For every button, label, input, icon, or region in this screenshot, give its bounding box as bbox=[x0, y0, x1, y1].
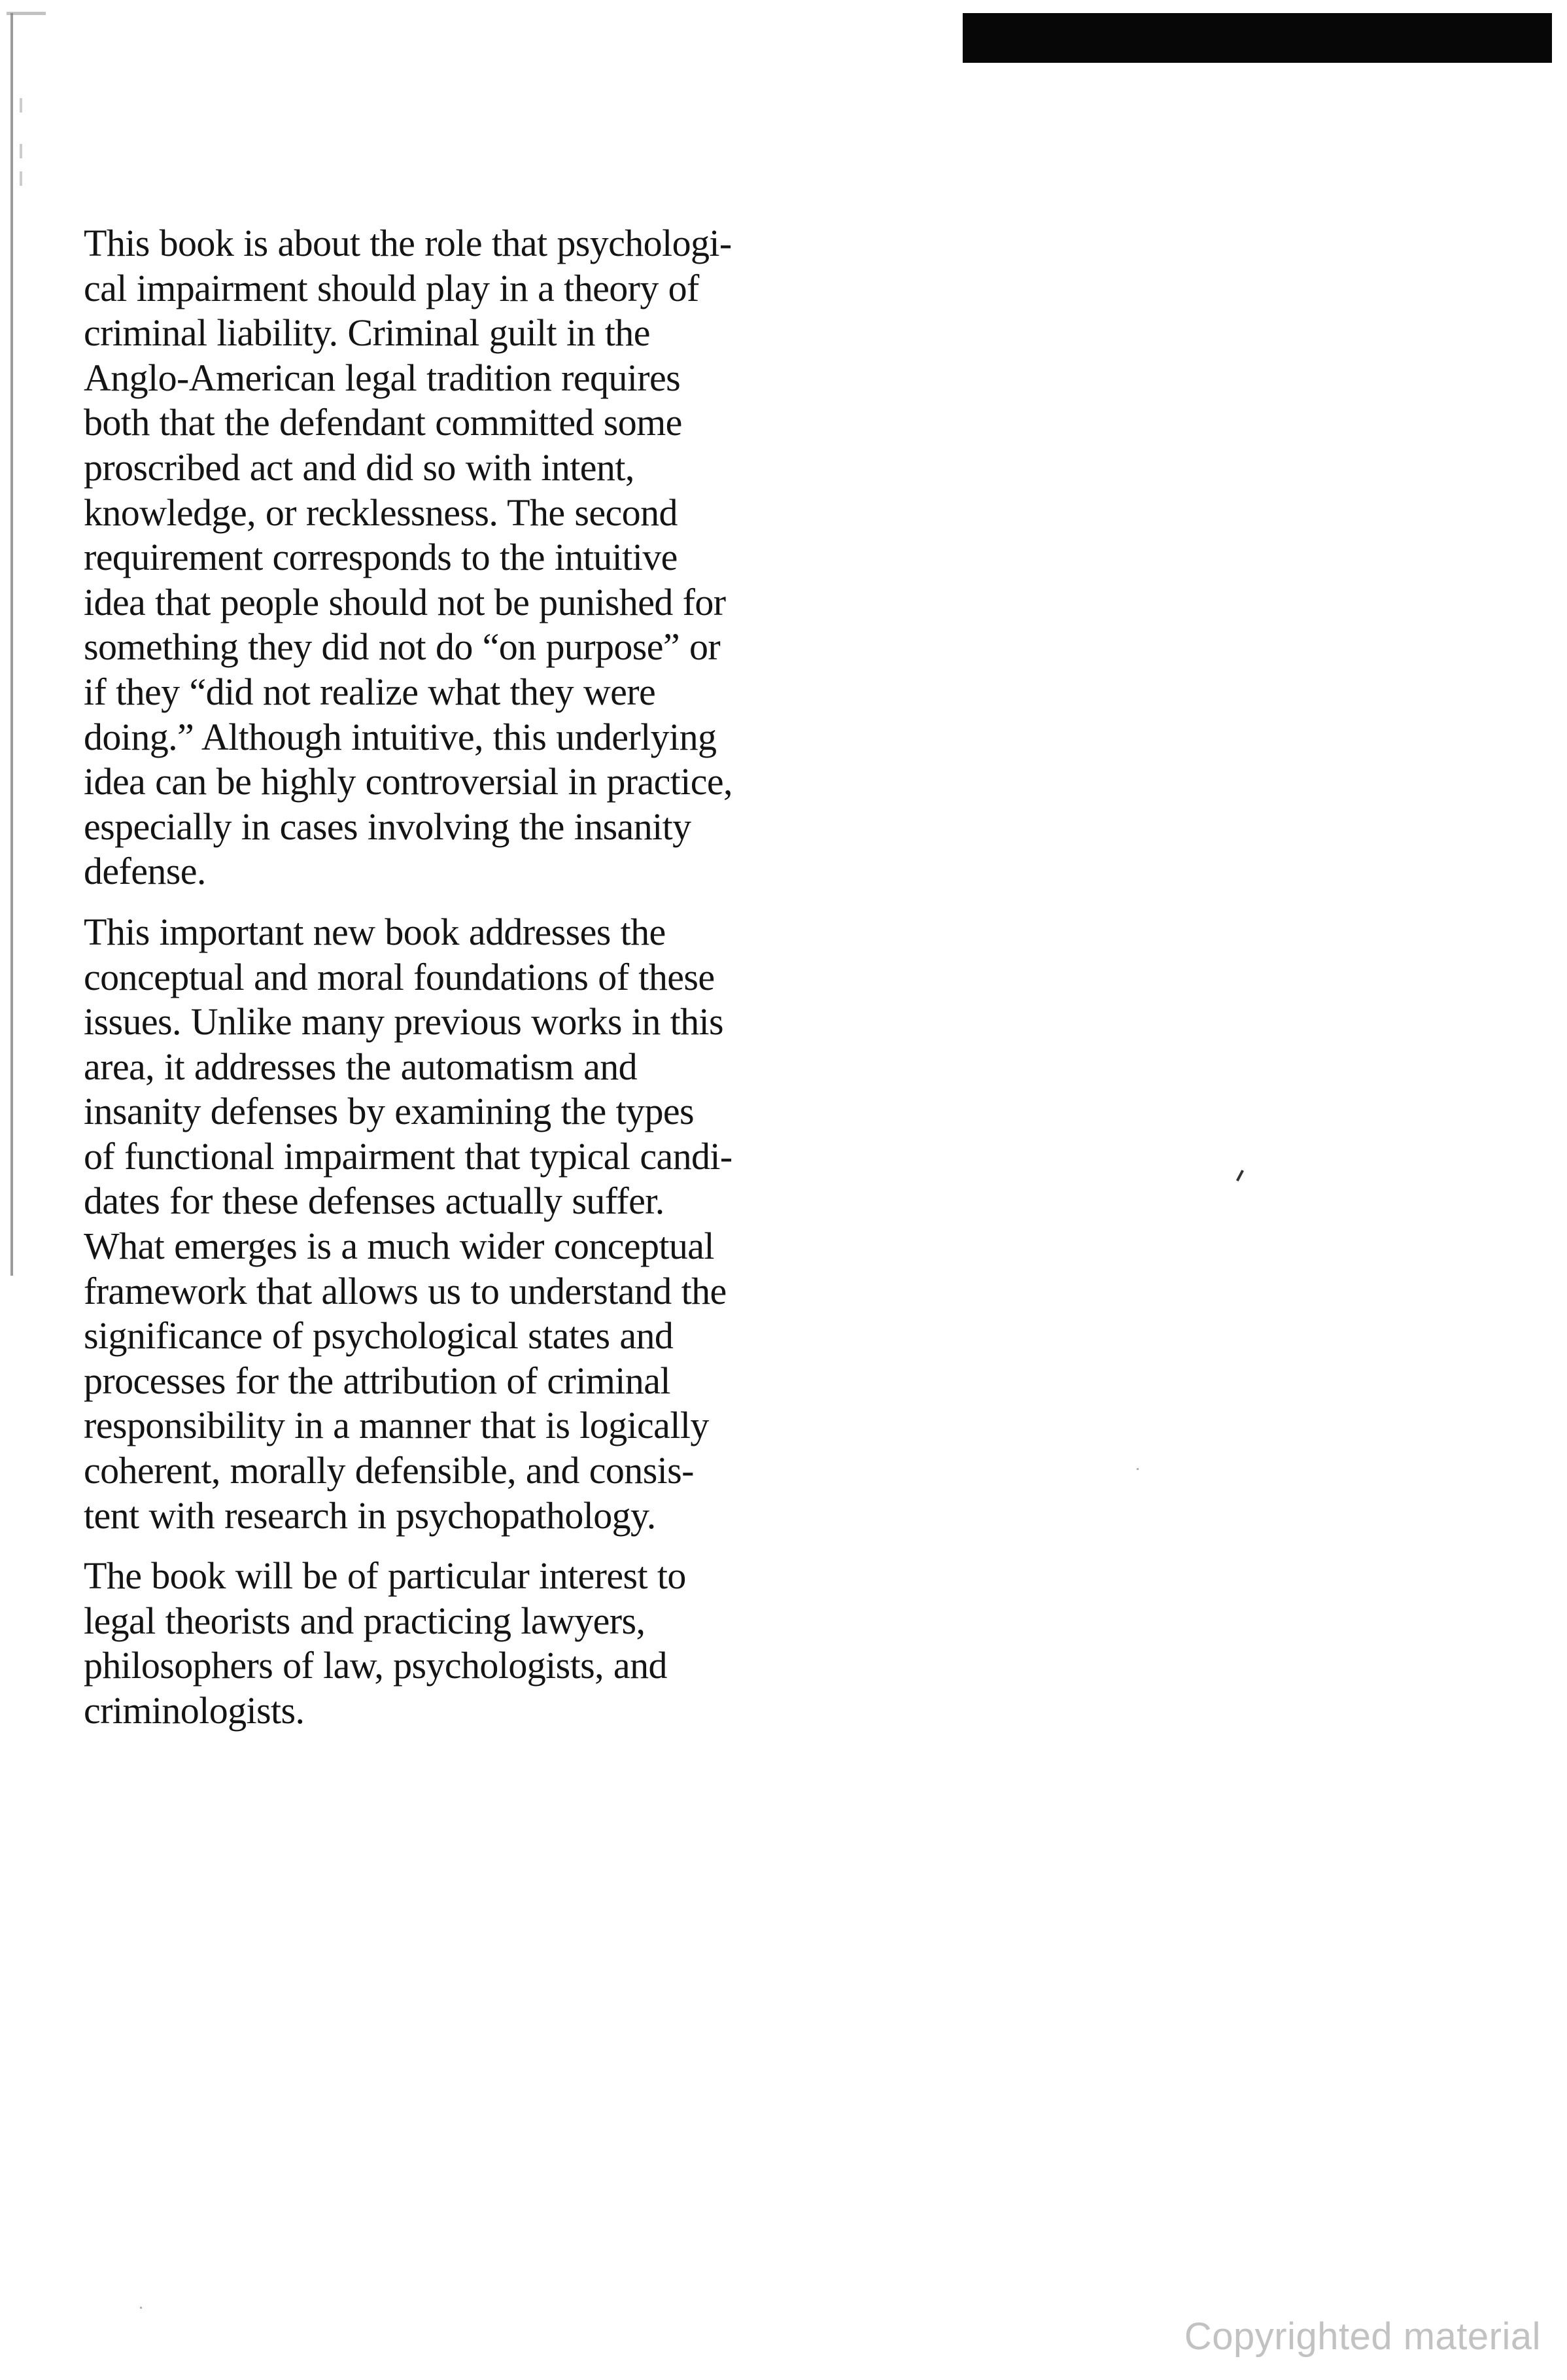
scan-tick-mark bbox=[20, 98, 22, 113]
scan-left-edge bbox=[10, 13, 13, 1276]
blurb-paragraph-1: This book is about the role that psychologi- cal impairment should play in a theory of criminal liability. Criminal guilt in the Anglo-American legal tradition requires both that the defendant committed some proscribed act and did so with intent, knowledge, or recklessness. The second requirement corresponds to the intuitive idea that people should not be punished for something they did not do “on purpose” or if they “did not realize what they were doing.” Although intuitive, this underlying idea can be highly controversial in practice, especially in cases involving the insanity defense. bbox=[84, 222, 732, 893]
blurb-paragraph-2: This important new book addresses the conceptual and moral foundations of these issues. Unlike many previous works in this area, it addresses the automatism and insanity defenses by examining the types of functional impairment that typical candi- dates for these defenses actually suffer. What emerges is a much wider conceptual framework that allows us to understand the significance of psychological states and processes for the attribution of criminal responsibility in a manner that is logically coherent, morally defensible, and consis- tent with research in psychopathology. bbox=[84, 910, 732, 1537]
book-blurb bbox=[84, 221, 895, 1749]
blurb-paragraph-3: The book will be of particular interest to legal theorists and practicing lawyers, philosophers of law, psychologists, and criminologists. bbox=[84, 1554, 686, 1732]
redaction-bar bbox=[963, 13, 1552, 63]
scan-tick-mark bbox=[20, 144, 22, 158]
scan-speck bbox=[1137, 1468, 1139, 1470]
scan-speck bbox=[140, 2307, 142, 2309]
scan-tick-mark bbox=[20, 171, 22, 186]
stray-ink-mark bbox=[1236, 1170, 1244, 1181]
copyright-watermark: Copyrighted material bbox=[1184, 2315, 1541, 2358]
